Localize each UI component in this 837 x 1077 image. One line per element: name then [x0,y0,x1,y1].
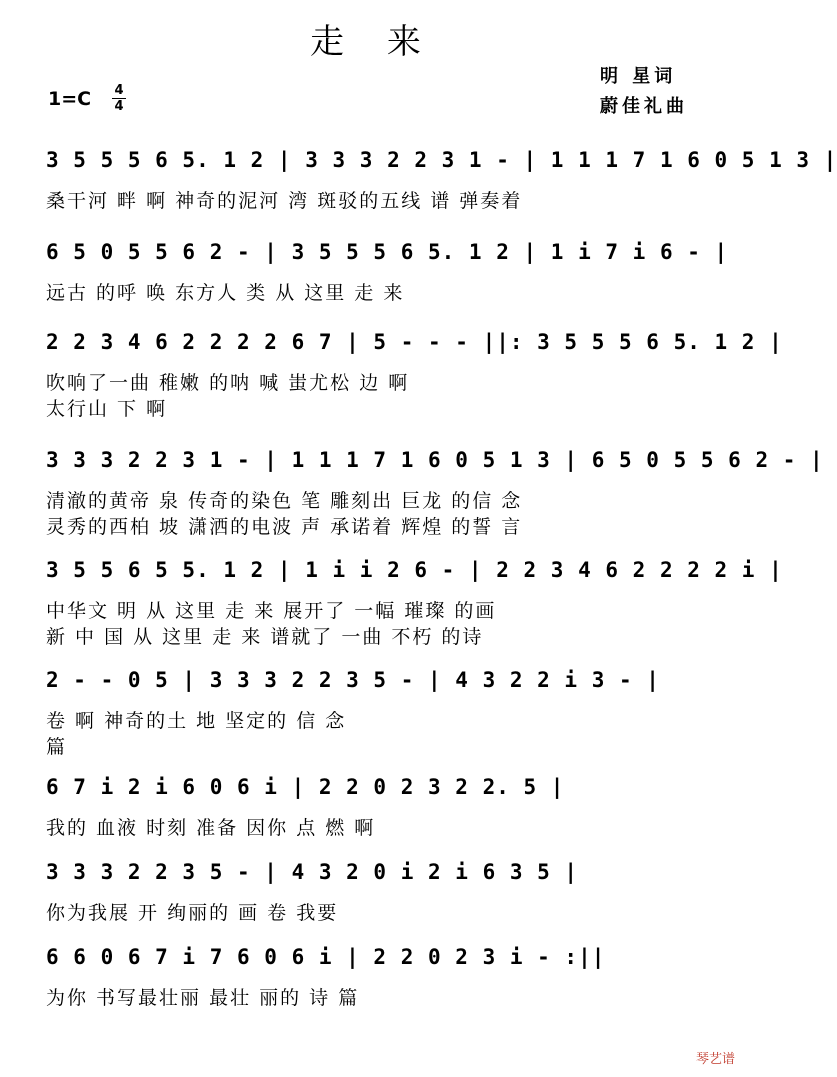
lyric-line: 灵秀的西柏 坡 潇洒的电波 声 承诺着 辉煌 的誓 言 [46,516,523,538]
lyric-line: 新 中 国 从 这里 走 来 谱就了 一曲 不朽 的诗 [46,626,484,648]
notation-line: 3 3 3 2 2 3 5 - | 4 3 2 0 i 2 i 6 3 5 | [46,860,579,884]
lyric-line: 太行山 下 啊 [46,398,168,420]
key-signature: 1=C [48,88,92,110]
composer-credit: 蔚佳礼曲 [600,96,688,117]
notation-line: 2 - - 0 5 | 3 3 3 2 2 3 5 - | 4 3 2 2 i 3 - | [46,668,660,692]
lyric-line: 中华文 明 从 这里 走 来 展开了 一幅 璀璨 的画 [46,600,497,622]
lyric-line: 吹响了一曲 稚嫩 的呐 喊 蚩尤松 边 啊 [46,372,410,394]
watermark-logo: 琴艺谱 [695,1052,735,1067]
lyric-line: 远古 的呼 唤 东方人 类 从 这里 走 来 [46,282,405,304]
lyric-line: 为你 书写最壮丽 最壮 丽的 诗 篇 [46,987,360,1009]
notation-line: 3 5 5 5 6 5. 1 2 | 3 3 3 2 2 3 1 - | 1 1 1 7 1 6 0 5 1 3 | [46,148,837,172]
notation-line: 2 2 3 4 6 2 2 2 2 6 7 | 5 - - - ||: 3 5 5 5 6 5. 1 2 | [46,330,783,354]
lyric-line: 篇 [46,736,68,758]
lyricist-credit: 明 星词 [600,66,677,87]
time-signature-top: 4 [114,83,124,98]
lyric-line: 你为我展 开 绚丽的 画 卷 我要 [46,902,339,924]
lyric-line: 清澈的黄帝 泉 传奇的染色 笔 雕刻出 巨龙 的信 念 [46,490,523,512]
time-signature [112,84,126,113]
lyric-line: 卷 啊 神奇的土 地 坚定的 信 念 [46,710,347,732]
lyric-line: 我的 血液 时刻 准备 因你 点 燃 啊 [46,817,376,839]
notation-line: 6 5 0 5 5 6 2 - | 3 5 5 5 6 5. 1 2 | 1 i 7 i 6 - | [46,240,729,264]
notation-line: 3 3 3 2 2 3 1 - | 1 1 1 7 1 6 0 5 1 3 | 6 5 0 5 5 6 2 - | [46,448,824,472]
notation-line: 3 5 5 6 5 5. 1 2 | 1 i i 2 6 - | 2 2 3 4 6 2 2 2 2 i | [46,558,783,582]
notation-line: 6 7 i 2 i 6 0 6 i | 2 2 0 2 3 2 2. 5 | [46,775,565,799]
lyric-line: 桑干河 畔 啊 神奇的泥河 湾 斑驳的五线 谱 弹奏着 [46,190,523,212]
song-title: 走 来 [310,22,437,62]
notation-line: 6 6 0 6 7 i 7 6 0 6 i | 2 2 0 2 3 i - :|| [46,945,606,969]
time-signature-bottom: 4 [114,99,124,114]
